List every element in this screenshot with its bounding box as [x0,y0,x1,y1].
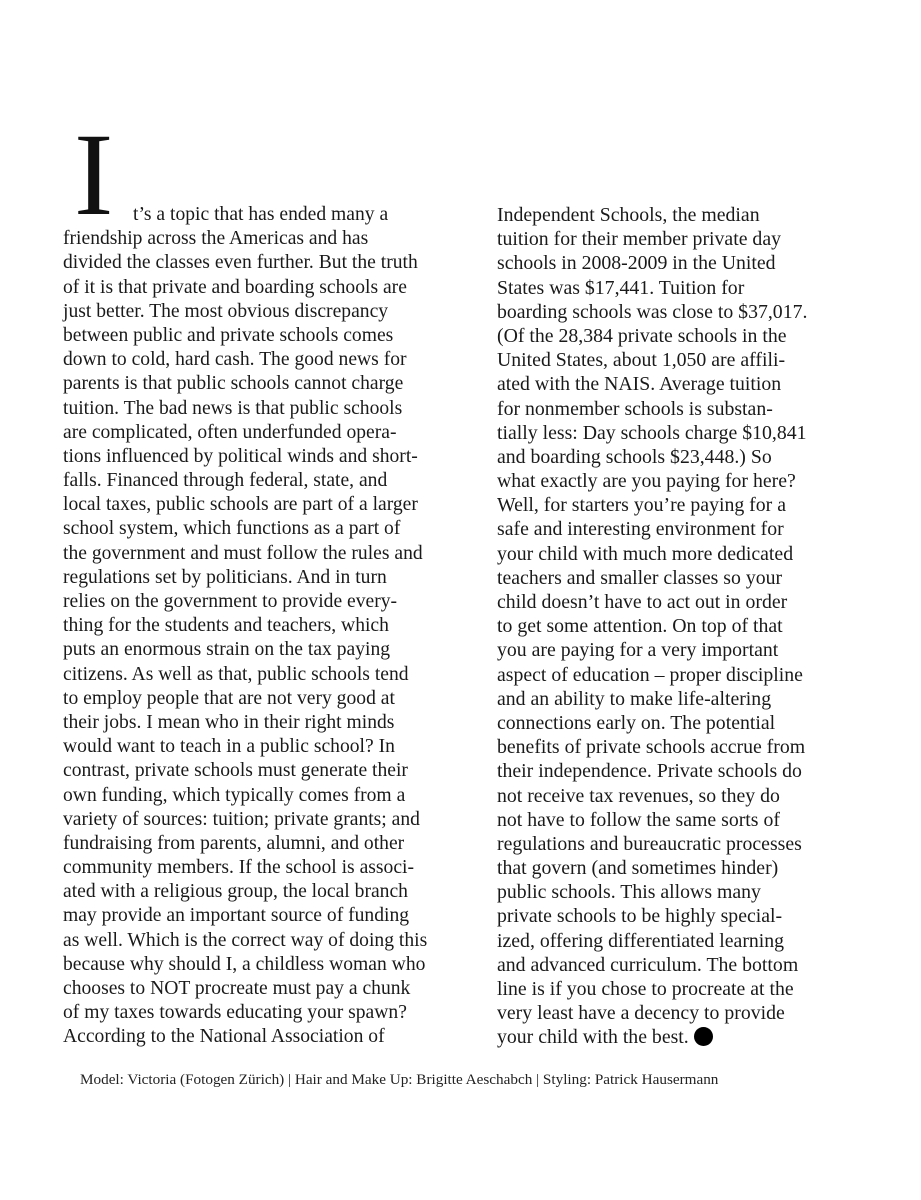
text-line: the government and must follow the rules and [63,542,423,564]
text-line: and boarding schools $23,448.) So [497,445,772,468]
text-line: ated with a religious group, the local branch [63,881,408,903]
text-line: parents is that public schools cannot charge [63,373,404,395]
text-line: According to the National Association of [63,1026,385,1048]
text-line: private schools to be highly special- [497,905,783,928]
article-left-column [63,203,463,1050]
text-line: regulations and bureaucratic processes [497,832,802,855]
text-line: thing for the students and teachers, which [63,615,389,637]
text-line: between public and private schools comes [63,324,394,346]
text-line: may provide an important source of funding [63,905,410,927]
text-line: citizens. As well as that, public schools tend [63,663,409,685]
text-line: chooses to NOT procreate must pay a chunk [63,978,411,999]
text-line: and an ability to make life-altering [497,687,772,710]
text-line: t’s a topic that has ended many a [133,204,389,225]
photo-credits: Model: Victoria (Fotogen Zürich) | Hair and Make Up: Brigitte Aeschabch | Styling: Patrick Hausermann [80,1071,719,1088]
text-line: benefits of private schools accrue from [497,736,806,759]
text-line: to get some attention. On top of that [497,615,783,638]
text-line: would want to teach in a public school? In [63,736,395,758]
text-line: teachers and smaller classes so your [497,566,783,589]
text-line: friendship across the Americas and has [63,228,369,250]
text-line: you are paying for a very important [497,639,779,662]
text-line: as well. Which is the correct way of doing this [63,929,428,951]
text-line: ized, offering differentiated learning [497,929,785,952]
text-line: divided the classes even further. But the truth [63,252,418,274]
text-line: of it is that private and boarding schools are [63,276,407,298]
text-line: because why should I, a childless woman who [63,953,426,975]
text-line: tions influenced by political winds and short- [63,445,418,467]
text-line: down to cold, hard cash. The good news for [63,349,407,371]
text-line: that govern (and sometimes hinder) [497,857,779,880]
text-line: aspect of education – proper discipline [497,663,803,686]
text-line: schools in 2008-2009 in the United [497,252,776,275]
text-line: not receive tax revenues, so they do [497,784,780,807]
text-line: community members. If the school is associ- [63,857,414,879]
drop-cap: I [74,109,114,240]
text-line: are complicated, often underfunded opera- [63,421,397,443]
text-line: to employ people that are not very good at [63,687,395,709]
text-line: own funding, which typically comes from a [63,784,406,806]
text-line: local taxes, public schools are part of a larger [63,494,418,516]
article-right-column [497,203,857,1050]
text-line: of my taxes towards educating your spawn? [63,1002,407,1024]
text-line: connections early on. The potential [497,711,776,734]
text-line: line is if you chose to procreate at the [497,978,794,1000]
text-line: child doesn’t have to act out in order [497,591,788,613]
text-line: tuition for their member private day [497,228,781,251]
text-line: fundraising from parents, alumni, and other [63,832,405,854]
text-line: relies on the government to provide every- [63,591,398,612]
text-line-last [497,1025,857,1049]
text-line: their independence. Private schools do [497,760,802,783]
text-line: United States, about 1,050 are affili- [497,349,786,372]
text-line: very least have a decency to provide [497,1002,785,1025]
end-mark-icon [694,1027,713,1046]
text-line: safe and interesting environment for [497,518,784,541]
text-line: ated with the NAIS. Average tuition [497,373,782,396]
text-line: boarding schools was close to $37,017. [497,300,808,323]
text-line: puts an enormous strain on the tax paying [63,639,391,661]
text-line: not have to follow the same sorts of [497,808,780,831]
text-line: school system, which functions as a part of [63,518,401,540]
text-line: and advanced curriculum. The bottom [497,953,799,976]
text-line: variety of sources: tuition; private grants; and [63,808,420,830]
text-line: contrast, private schools must generate their [63,760,408,782]
text-line: tuition. The bad news is that public schools [63,397,403,419]
text-line: tially less: Day schools charge $10,841 [497,421,807,444]
text-line: your child with the best. [497,1026,689,1049]
text-line: falls. Financed through federal, state, and [63,470,388,492]
text-line: just better. The most obvious discrepancy [63,300,389,322]
text-line: Well, for starters you’re paying for a [497,494,786,517]
text-line: public schools. This allows many [497,881,761,904]
text-line: Independent Schools, the median [497,204,760,226]
text-line: their jobs. I mean who in their right minds [63,711,395,733]
text-line: (Of the 28,384 private schools in the [497,324,787,347]
text-line: regulations set by politicians. And in turn [63,566,387,588]
text-line: what exactly are you paying for here? [497,470,796,493]
text-line: your child with much more dedicated [497,542,794,565]
text-line: for nonmember schools is substan- [497,397,773,420]
text-line: States was $17,441. Tuition for [497,276,745,299]
